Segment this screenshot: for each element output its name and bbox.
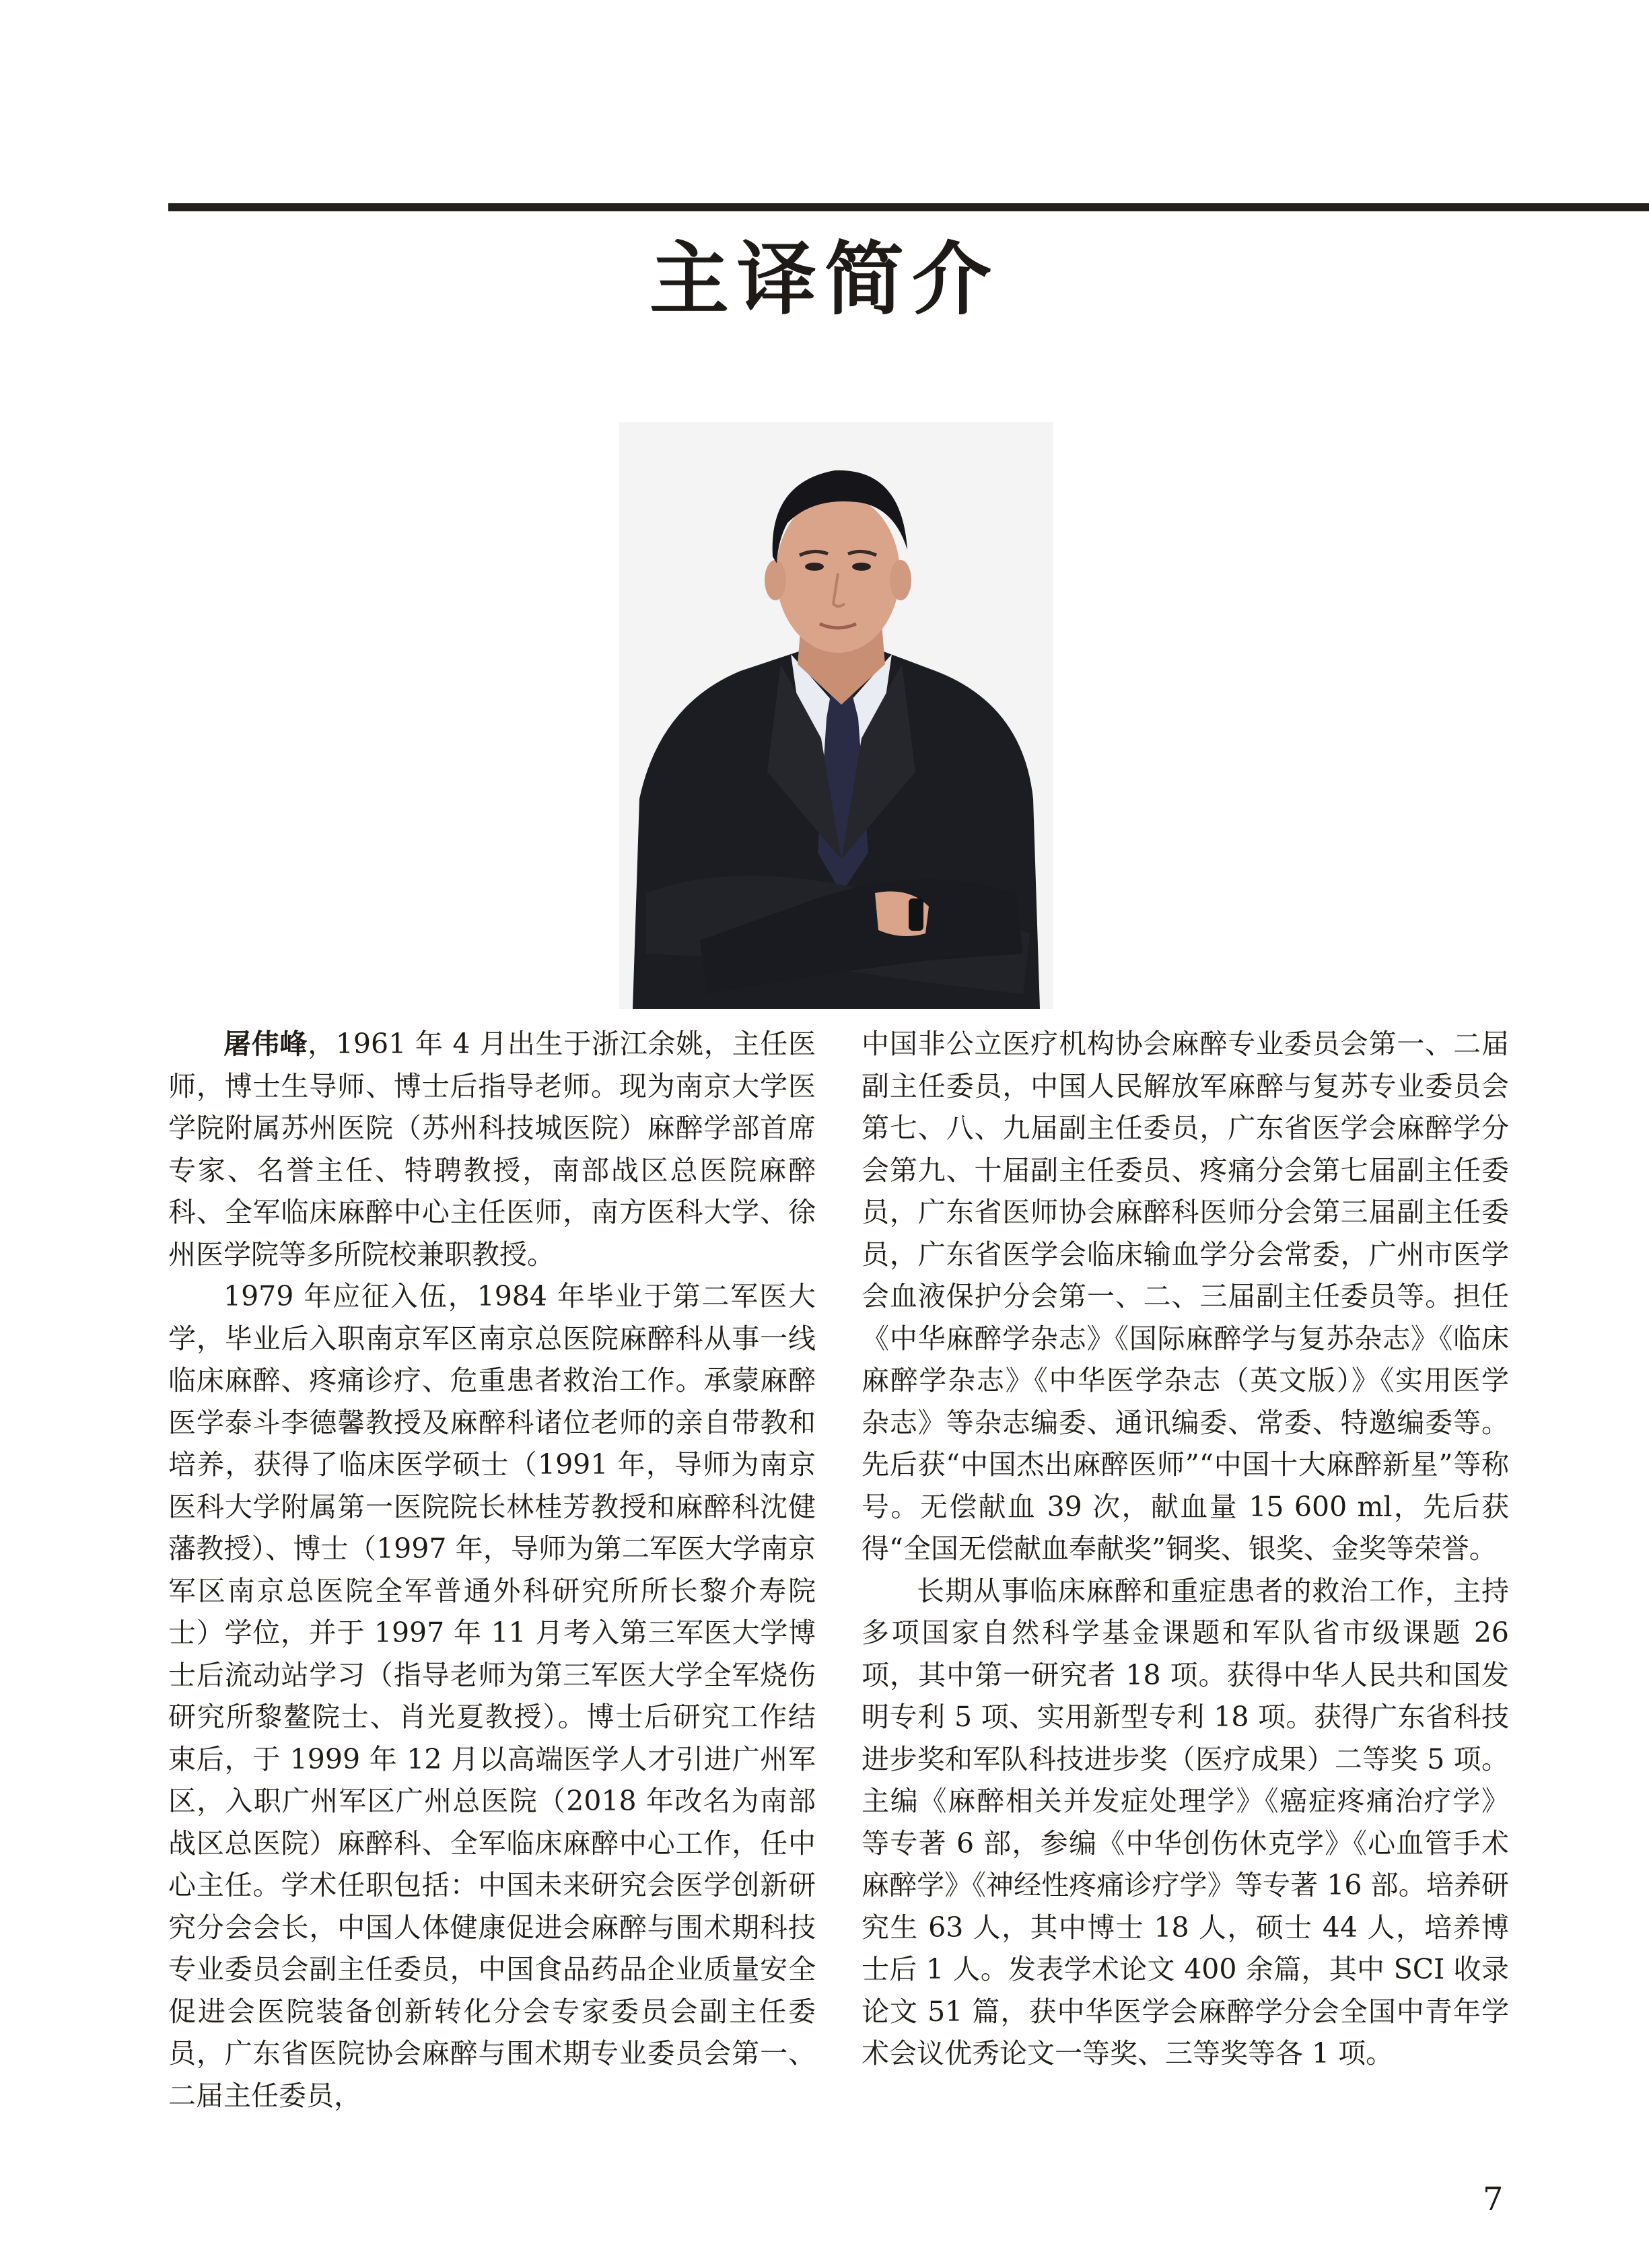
portrait-illustration xyxy=(619,422,1053,1009)
bio-paragraph-2-continued: 中国非公立医疗机构协会麻醉专业委员会第一、二届副主任委员，中国人民解放军麻醉与复苏专业委员会第七、八、九届副主任委员，广东省医学会麻醉学分会第九、十届副主任委员、疼痛分会第七届副主任委员，广东省医师协会麻醉科医师分会第三届副主任委员，广东省医学会临床输血学分会常委，广州市医学会血液保护分会第一、二、三届副主任委员等。担任《中华麻醉学杂志》《国际麻醉学与复苏杂志》《临床麻醉学杂志》《中华医学杂志（英文版）》《实用医学杂志》等杂志编委、通讯编委、常委、特邀编委等。先后获“中国杰出麻醉医师”“中国十大麻醉新星”等称号。无偿献血 39 次，献血量 15 600 ml，先后获得“全国无偿献血奉献奖”铜奖、银奖、金奖等荣誉。 xyxy=(862,1028,1509,1565)
page-number: 7 xyxy=(1483,2181,1504,2218)
bio-paragraph-1-text: ，1961 年 4 月出生于浙江余姚，主任医师，博士生导师、博士后指导老师。现为南京大学医学院附属苏州医院（苏州科技城医院）麻醉学部首席专家、名誉主任、特聘教授，南部战区总医院麻醉科、全军临床麻醉中心主任医师，南方医科大学、徐州医学院等多所院校兼职教授。 xyxy=(168,1028,816,1271)
bio-left-column xyxy=(168,1023,816,2117)
bio-paragraph-2: 1979 年应征入伍，1984 年毕业于第二军医大学，毕业后入职南京军区南京总医院麻醉科从事一线临床麻醉、疼痛诊疗、危重患者救治工作。承蒙麻醉医学泰斗李德馨教授及麻醉科诸位老师的亲自带教和培养，获得了临床医学硕士（1991 年，导师为南京医科大学附属第一医院院长林桂芳教授和麻醉科沈健藩教授）、博士（1997 年，导师为第二军医大学南京军区南京总医院全军普通外科研究所所长黎介寿院士）学位，并于 1997 年 11 月考入第三军医大学博士后流动站学习（指导老师为第三军医大学全军烧伤研究所黎鳌院士、肖光夏教授）。博士后研究工作结束后，于 1999 年 12 月以高端医学人才引进广州军区，入职广州军区广州总医院（2018 年改名为南部战区总医院）麻醉科、全军临床麻醉中心工作，任中心主任。学术任职包括：中国未来研究会医学创新研究分会会长，中国人体健康促进会麻醉与围术期科技专业委员会副主任委员，中国食品药品企业质量安全促进会医院装备创新转化分会专家委员会副主任委员，广东省医院协会麻醉与围术期专业委员会第一、二届主任委员， xyxy=(168,1280,816,2112)
bio-right-column xyxy=(862,1023,1509,2075)
portrait-photo xyxy=(619,422,1053,1009)
bio-paragraph-1 xyxy=(168,1023,816,1275)
person-name: 屠伟峰 xyxy=(223,1028,308,1060)
header-rule xyxy=(168,203,1649,211)
page-title: 主译简介 xyxy=(649,232,999,326)
bio-paragraph-3: 长期从事临床麻醉和重症患者的救治工作，主持多项国家自然科学基金课题和军队省市级课题 26 项，其中第一研究者 18 项。获得中华人民共和国发明专利 5 项、实用新型专利 18 项。获得广东省科技进步奖和军队科技进步奖（医疗成果）二等奖 5 项。主编《麻醉相关并发症处理学》《癌症疼痛治疗学》等专著 6 部，参编《中华创伤休克学》《心血管手术麻醉学》《神经性疼痛诊疗学》等专著 16 部。培养研究生 63 人，其中博士 18 人，硕士 44 人，培养博士后 1 人。发表学术论文 400 余篇，其中 SCI 收录论文 51 篇，获中华医学会麻醉学分会全国中青年学术会议优秀论文一等奖、三等奖等各 1 项。 xyxy=(862,1574,1509,2069)
